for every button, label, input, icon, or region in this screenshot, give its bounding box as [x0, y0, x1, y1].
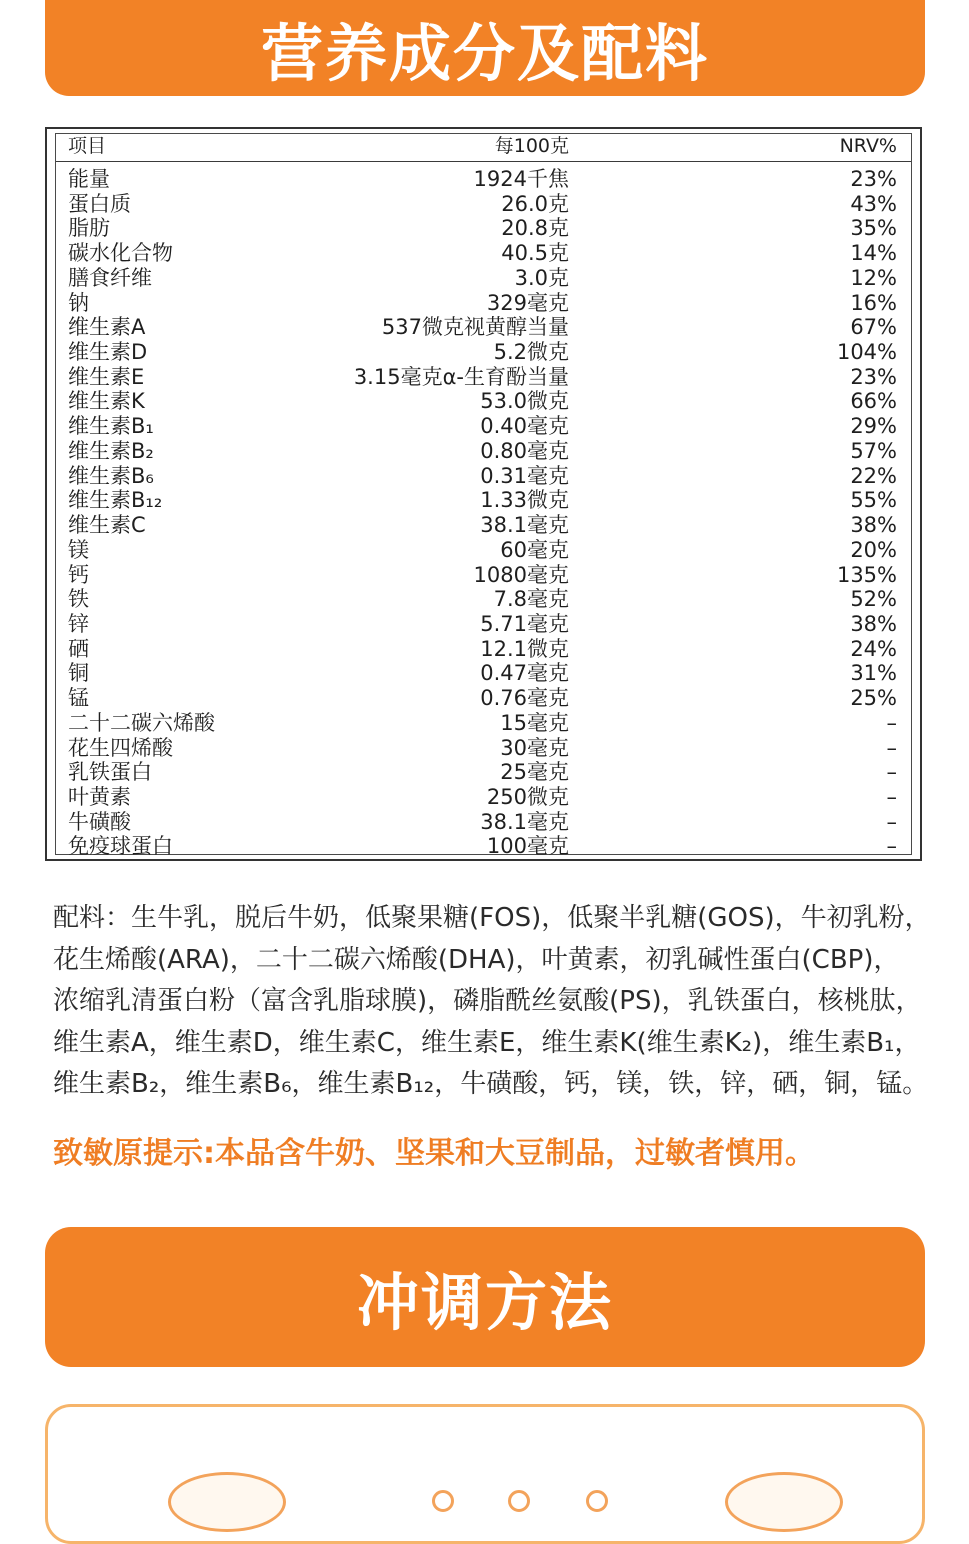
section-title-method — [45, 1227, 925, 1367]
nutrient-amount: 1924千焦 — [473, 167, 569, 191]
nutrient-name: 维生素E — [68, 364, 145, 389]
nutrient-amount: 15毫克 — [500, 710, 569, 735]
nutrition-row — [56, 810, 911, 835]
nutrition-row — [56, 686, 911, 711]
nutrient-nrv: 66% — [850, 389, 897, 414]
ingredients-line-5: 维生素B₂，维生素B₆，维生素B₁₂，牛磺酸，钙，镁，铁，锌，硒，铜，锰。 — [53, 1069, 929, 1099]
nutrient-name: 镁 — [68, 537, 89, 562]
nutrient-amount: 0.76毫克 — [480, 686, 569, 711]
method-title-text: 冲调方法 — [356, 1265, 613, 1339]
nutrient-amount: 5.71毫克 — [480, 611, 569, 636]
ingredients-line-4: 维生素A，维生素D，维生素C，维生素E，维生素K(维生素K₂)，维生素B₁， — [53, 1027, 921, 1058]
table-header-row — [56, 134, 911, 159]
nutrition-row — [56, 464, 911, 489]
nutrient-amount: 38.1毫克 — [480, 513, 569, 538]
nutrient-nrv: – — [886, 809, 897, 834]
step-dot-icon — [586, 1490, 608, 1512]
nutrient-nrv: 57% — [850, 438, 897, 463]
nutrient-name: 花生四烯酸 — [68, 735, 173, 760]
nutrition-row — [56, 488, 911, 513]
nutrient-nrv: 29% — [850, 414, 897, 439]
nutrient-amount: 53.0微克 — [480, 389, 569, 414]
nutrition-row — [56, 291, 911, 316]
nutrient-amount: 20.8克 — [501, 216, 569, 241]
nutrient-nrv: 43% — [850, 191, 897, 216]
nutrient-nrv: 55% — [850, 488, 897, 513]
nutrient-name: 铁 — [68, 587, 89, 612]
nutrition-row — [56, 439, 911, 464]
nutrition-row — [56, 736, 911, 761]
ingredients-block — [53, 898, 931, 1106]
nutrient-amount: 0.31毫克 — [480, 463, 569, 488]
nutrient-name: 维生素B₁ — [68, 414, 154, 439]
nutrient-amount: 537微克视黄醇当量 — [381, 315, 569, 340]
nutrient-nrv: 38% — [850, 513, 897, 538]
nutrient-nrv: 16% — [850, 290, 897, 315]
nutrient-nrv: 135% — [836, 562, 897, 587]
nutrition-row — [56, 389, 911, 414]
header-per-100g: 每100克 — [494, 135, 569, 157]
nutrient-name: 叶黄素 — [68, 785, 131, 809]
nutrition-row — [56, 513, 911, 538]
nutrition-row — [56, 760, 911, 785]
nutrition-row — [56, 315, 911, 340]
nutrient-name: 钠 — [68, 290, 89, 315]
nutrient-name: 二十二碳六烯酸 — [68, 710, 215, 735]
section-title-nutrition — [45, 0, 925, 96]
nutrient-name: 维生素B₆ — [68, 463, 154, 488]
nutrient-amount: 250微克 — [486, 785, 569, 809]
nutrient-name: 锰 — [68, 686, 89, 711]
nutrient-amount: 0.80毫克 — [480, 438, 569, 463]
nutrient-nrv: – — [886, 710, 897, 735]
nutrient-nrv: 38% — [850, 611, 897, 636]
nutrient-amount: 26.0克 — [501, 191, 569, 216]
nutrition-row — [56, 192, 911, 217]
nutrition-row — [56, 241, 911, 266]
nutrient-amount: 38.1毫克 — [480, 809, 569, 834]
nutrient-amount: 5.2微克 — [493, 340, 569, 365]
nutrient-amount: 30毫克 — [500, 735, 569, 760]
nutrient-name: 碳水化合物 — [68, 241, 173, 266]
nutrition-table-inner-border — [55, 133, 912, 859]
nutrient-name: 维生素C — [68, 513, 146, 538]
nutrient-name: 蛋白质 — [68, 191, 131, 216]
nutrition-row — [56, 587, 911, 612]
nutrient-amount: 1080毫克 — [473, 562, 569, 587]
nutrient-name: 维生素B₁₂ — [68, 488, 163, 513]
nutrient-nrv: 104% — [836, 340, 897, 365]
nutrition-row — [56, 266, 911, 291]
nutrient-amount: 0.40毫克 — [480, 414, 569, 439]
nutrient-amount: 12.1微克 — [480, 636, 569, 661]
nutrition-row — [56, 785, 911, 810]
nutrition-row — [56, 612, 911, 637]
nutrient-amount: 1.33微克 — [480, 488, 569, 513]
nutrient-name: 维生素K — [68, 389, 145, 414]
nutrient-name: 硒 — [68, 636, 89, 661]
nutrient-nrv: 67% — [850, 315, 897, 340]
nutrient-nrv: 20% — [850, 537, 897, 562]
allergen-notice: 致敏原提示:本品含牛奶、坚果和大豆制品，过敏者慎用。 — [53, 1136, 815, 1171]
table-header-divider — [56, 161, 911, 162]
ingredients-line-3: 浓缩乳清蛋白粉（富含乳脂球膜)，磷脂酰丝氨酸(PS)，乳铁蛋白，核桃肽， — [53, 986, 922, 1016]
nutrient-nrv: 52% — [850, 587, 897, 612]
step-dot-icon — [508, 1490, 530, 1512]
nutrition-row — [56, 661, 911, 686]
nutrition-row — [56, 216, 911, 241]
nutrition-row — [56, 365, 911, 390]
nutrient-amount: 7.8毫克 — [493, 587, 569, 612]
nutrient-name: 维生素D — [68, 340, 148, 365]
nutrient-nrv: 22% — [850, 463, 897, 488]
nutrient-nrv: 14% — [850, 241, 897, 266]
nutrient-nrv: 35% — [850, 216, 897, 241]
nutrient-nrv: 23% — [850, 167, 897, 191]
header-nrv: NRV% — [839, 135, 897, 157]
nutrient-nrv: – — [886, 785, 897, 809]
ingredients-line-2: 花生烯酸(ARA)，二十二碳六烯酸(DHA)，叶黄素，初乳碱性蛋白(CBP)， — [53, 944, 900, 975]
nutrient-nrv: – — [886, 735, 897, 760]
nutrient-amount: 3.15毫克α-生育酚当量 — [353, 364, 569, 389]
nutrient-name: 能量 — [68, 167, 110, 191]
nutrient-amount: 0.47毫克 — [480, 661, 569, 686]
nutrient-amount: 100毫克 — [486, 834, 569, 859]
nutrient-name: 锌 — [68, 611, 89, 636]
nutrition-table — [45, 127, 922, 861]
nutrient-nrv: 12% — [850, 265, 897, 290]
nutrition-row — [56, 340, 911, 365]
nutrition-title-text: 营养成分及配料 — [260, 16, 709, 90]
nutrient-nrv: 24% — [850, 636, 897, 661]
header-item: 项目 — [68, 135, 107, 157]
nutrient-nrv: 25% — [850, 686, 897, 711]
nutrient-nrv: – — [886, 760, 897, 785]
nutrient-name: 脂肪 — [68, 216, 110, 241]
nutrient-name: 膳食纤维 — [68, 265, 152, 290]
nutrient-nrv: – — [886, 834, 897, 859]
nutrient-name: 维生素B₂ — [68, 438, 154, 463]
nutrient-nrv: 31% — [850, 661, 897, 686]
nutrient-amount: 40.5克 — [501, 241, 569, 266]
nutrition-row — [56, 563, 911, 588]
nutrition-row — [56, 538, 911, 563]
nutrient-name: 牛磺酸 — [68, 809, 131, 834]
nutrient-name: 钙 — [68, 562, 89, 587]
nutrient-name: 乳铁蛋白 — [68, 760, 152, 785]
nutrient-name: 铜 — [68, 661, 89, 686]
step-dot-icon — [432, 1490, 454, 1512]
nutrition-row — [56, 414, 911, 439]
nutrient-amount: 3.0克 — [514, 265, 569, 290]
nutrition-row — [56, 834, 911, 859]
ingredients-line-1: 配料：生牛乳，脱后牛奶，低聚果糖(FOS)，低聚半乳糖(GOS)，牛初乳粉， — [53, 903, 931, 933]
nutrition-row — [56, 167, 911, 192]
nutrient-name: 免疫球蛋白 — [68, 834, 173, 859]
nutrient-amount: 329毫克 — [486, 290, 569, 315]
nutrient-nrv: 23% — [850, 364, 897, 389]
nutrient-name: 维生素A — [68, 315, 146, 340]
cup-icon — [725, 1472, 843, 1532]
nutrient-amount: 60毫克 — [500, 537, 569, 562]
nutrition-row — [56, 711, 911, 736]
nutrient-amount: 25毫克 — [500, 760, 569, 785]
nutrition-row — [56, 637, 911, 662]
cup-icon — [168, 1472, 286, 1532]
